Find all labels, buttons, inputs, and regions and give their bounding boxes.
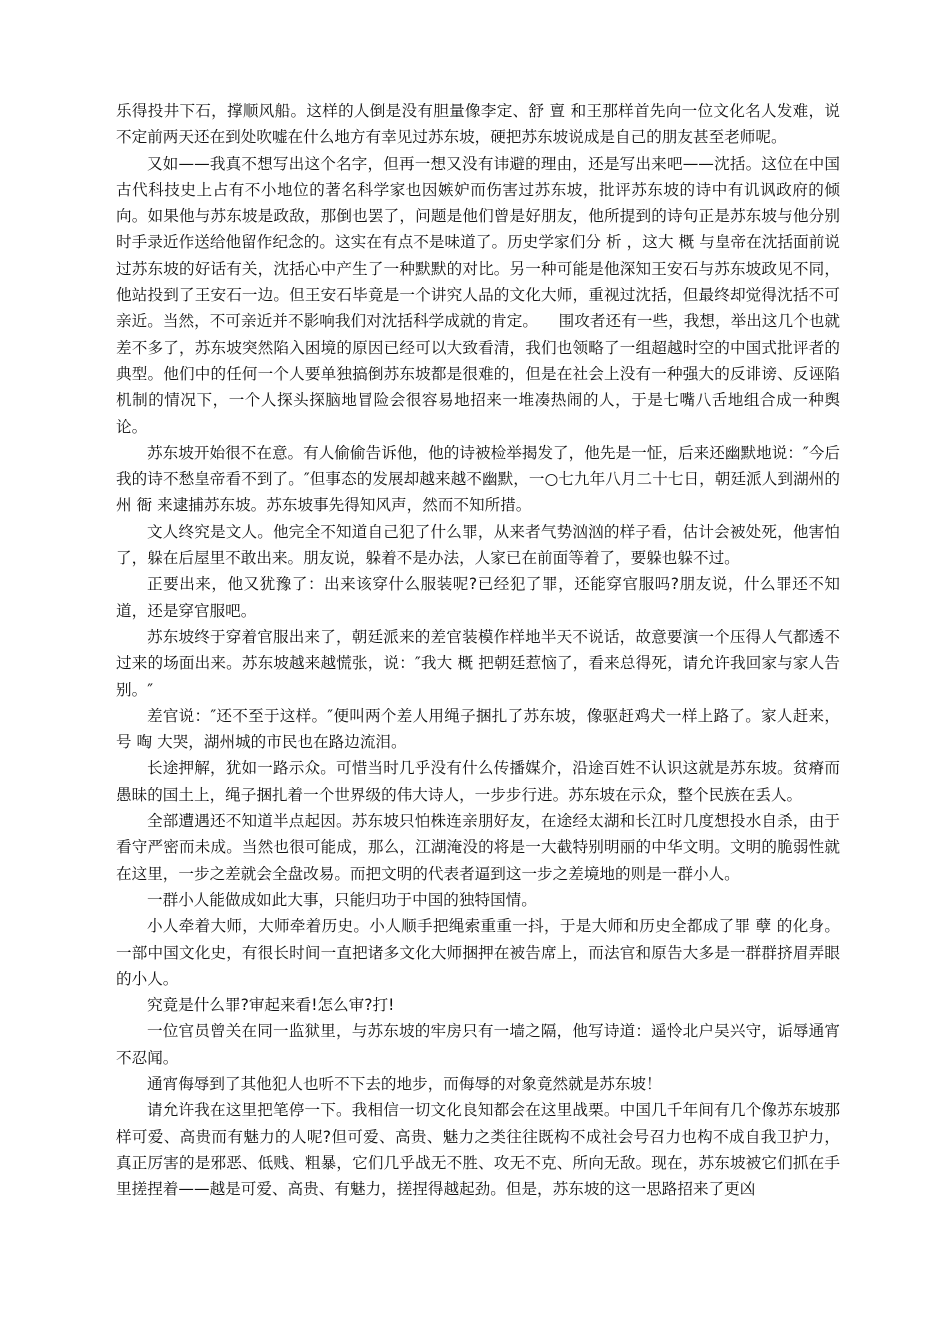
- paragraph: 文人终究是文人。他完全不知道自己犯了什么罪，从来者气势汹汹的样子看，估计会被处死，他害怕了，躲在后屋里不敢出来。朋友说，躲着不是办法，人家已在前面等着了，要躲也躲不过。: [116, 522, 840, 568]
- paragraph: 差官说：″还不至于这样。″便叫两个差人用绳子捆扎了苏东坡，像驱赶鸡犬一样上路了。家人赶来，号 啕 大哭，湖州城的市民也在路边流泪。: [116, 706, 840, 752]
- paragraph: 一位官员曾关在同一监狱里，与苏东坡的牢房只有一墙之隔，他写诗道：遥怜北户吴兴守，诟辱通宵不忍闻。: [116, 1022, 840, 1067]
- article-body: [116, 98, 840, 1202]
- paragraph: 又如——我真不想写出这个名字，但再一想又没有讳避的理由，还是写出来吧——沈括。这位在中国古代科技史上占有不小地位的著名科学家也因嫉妒而伤害过苏东坡，批评苏东坡的诗中有讥讽政府的倾向。如果他与苏东坡是政敌，那倒也罢了，问题是他们曾是好朋友，他所提到的诗句正是苏东坡与他分别时手录近作送给他留作纪念的。这实在有点不是味道了。历史学家们分 析 ，这大 概 与皇帝在沈括面前说过苏东坡的好话有关，沈括心中产生了一种默默的对比。另一种可能是他深知王安石与苏东坡政见不同，他站投到了王安石一边。但王安石毕竟是一个讲究人品的文化大师，重视过沈括，但最终却觉得沈括不可亲近。当然，不可亲近并不影响我们对沈括科学成就的肯定。 围攻者还有一些，我想，举出这几个也就差不多了，苏东坡突然陷入困境的原因已经可以大致看清，我们也领略了一组超越时空的中国式批评者的典型。他们中的任何一个人要单独搞倒苏东坡都是很难的，但是在社会上没有一种强大的反诽谤、反诬陷机制的情况下，一个人探头探脑地冒险会很容易地招来一堆凑热闹的人，于是七嘴八舌地组合成一种舆论。: [116, 154, 840, 436]
- paragraph: 小人牵着大师，大师牵着历史。小人顺手把绳索重重一抖，于是大师和历史全都成了罪 孽 的化身。一部中国文化史，有很长时间一直把诸多文化大师捆押在被告席上，而法官和原告大多是一群群挤眉弄眼的小人。: [116, 917, 840, 988]
- paragraph: 乐得投井下石，撑顺风船。这样的人倒是没有胆量像李定、舒 亶 和王那样首先向一位文化名人发难，说不定前两天还在到处吹嘘在什么地方有幸见过苏东坡，硬把苏东坡说成是自己的朋友甚至老师呢。: [116, 102, 840, 147]
- paragraph: 全部遭遇还不知道半点起因。苏东坡只怕株连亲朋好友，在途经太湖和长江时几度想投水自杀，由于看守严密而未成。当然也很可能成，那么，江湖淹没的将是一大截特别明丽的中华文明。文明的脆弱性就在这里，一步之差就会全盘改易。而把文明的代表者逼到这一步之差境地的则是一群小人。: [116, 812, 840, 883]
- paragraph: 正要出来，他又犹豫了：出来该穿什么服装呢?已经犯了罪，还能穿官服吗?朋友说，什么罪还不知道，还是穿官服吧。: [116, 575, 840, 620]
- paragraph: 通宵侮辱到了其他犯人也听不下去的地步，而侮辱的对象竟然就是苏东坡！: [147, 1074, 662, 1093]
- paragraph: 苏东坡开始很不在意。有人偷偷告诉他，他的诗被检举揭发了，他先是一怔，后来还幽默地说：″今后我的诗不愁皇帝看不到了。″但事态的发展却越来越不幽默，一○七九年八月二十七日，朝廷派人到湖州的州 衙 来逮捕苏东坡。苏东坡事先得知风声，然而不知所措。: [116, 443, 840, 515]
- paragraph: 长途押解，犹如一路示众。可惜当时几乎没有什么传播媒介，沿途百姓不认识这就是苏东坡。贫瘠而愚昧的国土上，绳子捆扎着一个世界级的伟大诗人，一步步行进。苏东坡在示众，整个民族在丢人。: [116, 759, 840, 804]
- paragraph: 究竟是什么罪?审起来看!怎么审?打!: [147, 996, 395, 1015]
- paragraph: 苏东坡终于穿着官服出来了，朝廷派来的差官装模作样地半天不说话，故意要演一个压得人气都透不过来的场面出来。苏东坡越来越慌张，说：″我大 概 把朝廷惹恼了，看来总得死，请允许我回家与家人告别。″: [116, 627, 840, 699]
- paragraph: 请允许我在这里把笔停一下。我相信一切文化良知都会在这里战栗。中国几千年间有几个像苏东坡那样可爱、高贵而有魅力的人呢?但可爱、高贵、魅力之类往往既构不成社会号召力也构不成自我卫护力，真正厉害的是邪恶、低贱、粗暴，它们几乎战无不胜、攻无不克、所向无敌。现在，苏东坡被它们抓在手里搓捏着——越是可爱、高贵、有魅力，搓捏得越起劲。但是，苏东坡的这一思路招来了更凶: [116, 1101, 840, 1199]
- paragraph: 一群小人能做成如此大事，只能归功于中国的独特国情。: [147, 890, 537, 909]
